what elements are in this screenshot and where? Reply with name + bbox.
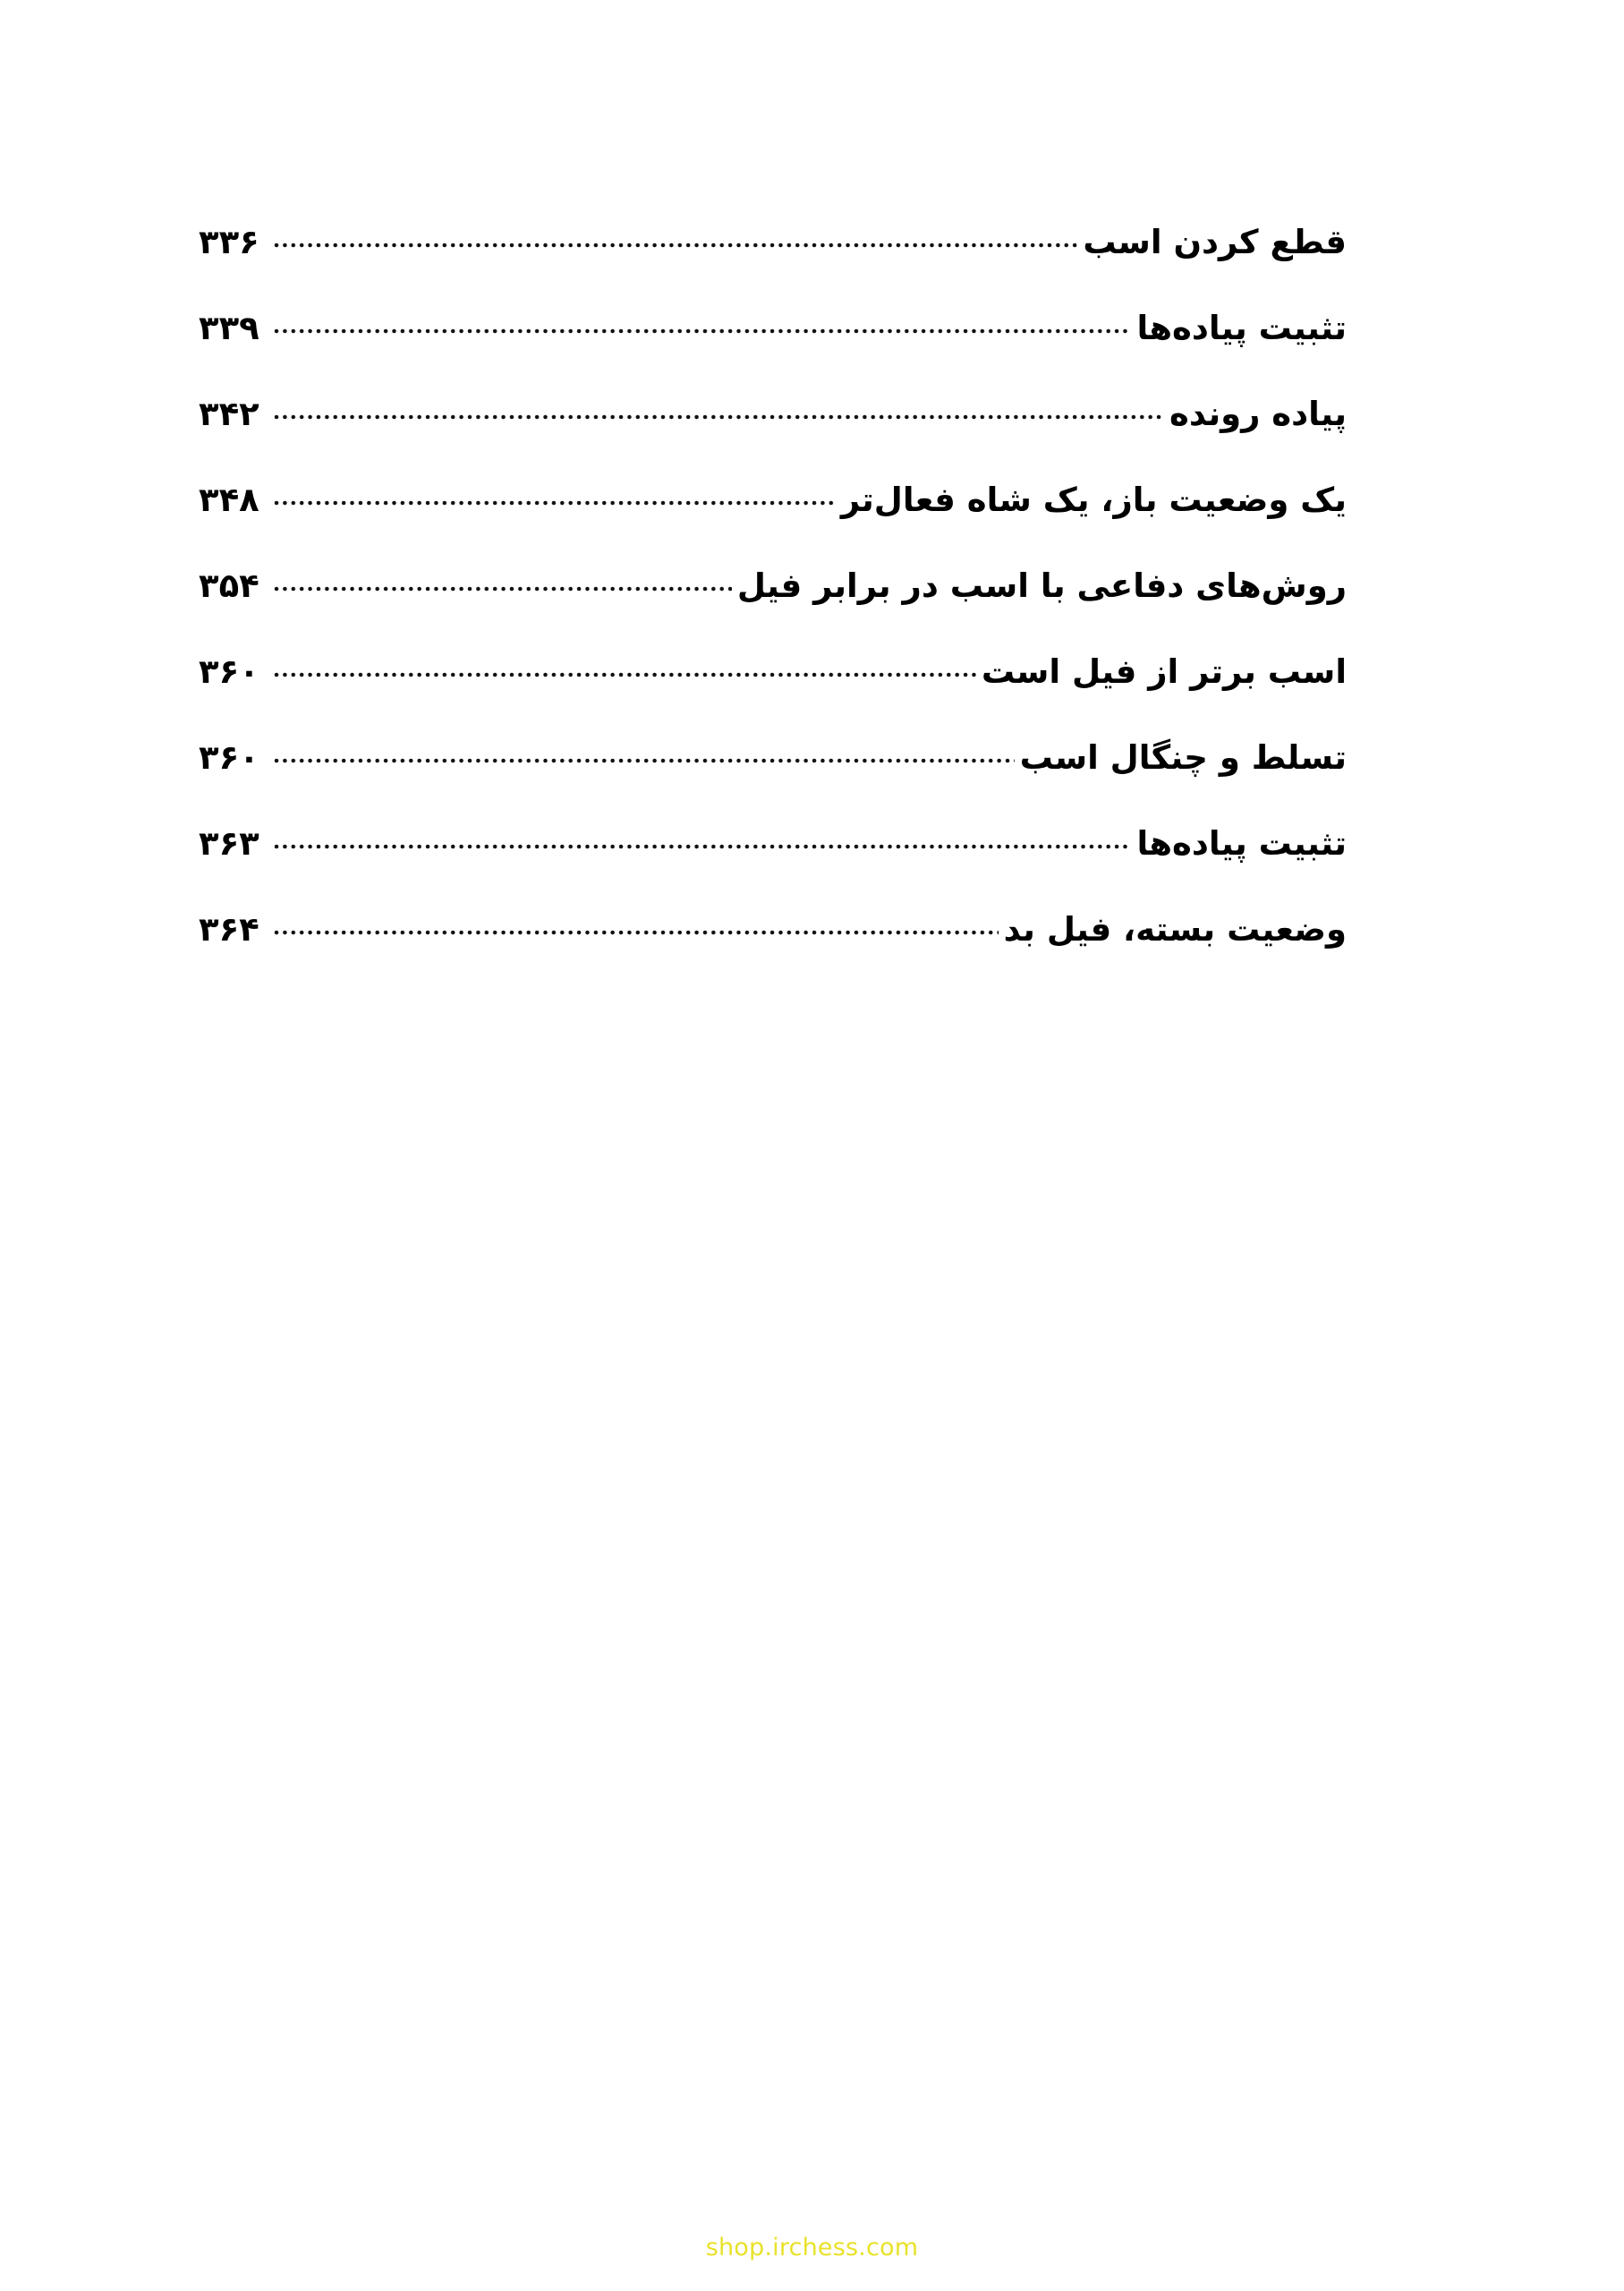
toc-entry[interactable] xyxy=(199,738,1347,827)
page-footer xyxy=(0,2236,1624,2260)
toc-leader-dots xyxy=(274,754,1015,769)
toc-entry-title: تثبیت پیاده‌ها xyxy=(1136,309,1347,347)
toc-entry-title: قطع کردن اسب xyxy=(1083,223,1347,261)
footer-watermark-url: shop.irchess.com xyxy=(705,2234,919,2261)
toc-entry-title: وضعیت بسته، فیل بد xyxy=(1003,910,1347,949)
toc-entry[interactable] xyxy=(199,652,1347,741)
toc-entry[interactable] xyxy=(199,910,1347,999)
table-of-contents xyxy=(199,223,1347,999)
toc-entry-page-number: ۳۵۴ xyxy=(199,566,259,605)
toc-entry-title: تثبیت پیاده‌ها xyxy=(1136,824,1347,863)
toc-leader-dots xyxy=(274,411,1164,425)
toc-entry[interactable] xyxy=(199,483,1347,569)
toc-entry[interactable] xyxy=(199,397,1347,483)
toc-entry[interactable] xyxy=(199,311,1347,397)
toc-entry-page-number: ۳۴۸ xyxy=(199,481,259,519)
toc-entry-title: یک وضعیت باز، یک شاه فعال‌تر xyxy=(840,481,1347,519)
toc-entry-page-number: ۳۳۹ xyxy=(199,309,259,347)
toc-leader-dots xyxy=(274,325,1131,339)
toc-entry[interactable] xyxy=(199,824,1347,913)
toc-entry-title: اسب برتر از فیل است xyxy=(981,652,1347,691)
toc-entry-page-number: ۳۶۴ xyxy=(199,910,259,949)
toc-entry-title: پیاده رونده xyxy=(1169,395,1347,433)
toc-leader-dots xyxy=(274,239,1077,253)
toc-entry-page-number: ۳۶۳ xyxy=(199,824,259,863)
toc-entry[interactable] xyxy=(199,566,1347,655)
toc-entry-title: تسلط و چنگال اسب xyxy=(1019,738,1347,777)
toc-leader-dots xyxy=(274,497,836,511)
toc-entry[interactable] xyxy=(199,223,1347,311)
toc-entry-page-number: ۳۳۶ xyxy=(199,223,259,261)
toc-entry-page-number: ۳۶۰ xyxy=(199,738,259,777)
toc-leader-dots xyxy=(274,926,999,941)
toc-leader-dots xyxy=(274,840,1131,855)
toc-leader-dots xyxy=(274,669,976,683)
toc-entry-page-number: ۳۴۲ xyxy=(199,395,259,433)
toc-entry-page-number: ۳۶۰ xyxy=(199,652,259,691)
toc-leader-dots xyxy=(274,583,732,597)
toc-entry-title: روش‌های دفاعی با اسب در برابر فیل xyxy=(736,566,1347,605)
